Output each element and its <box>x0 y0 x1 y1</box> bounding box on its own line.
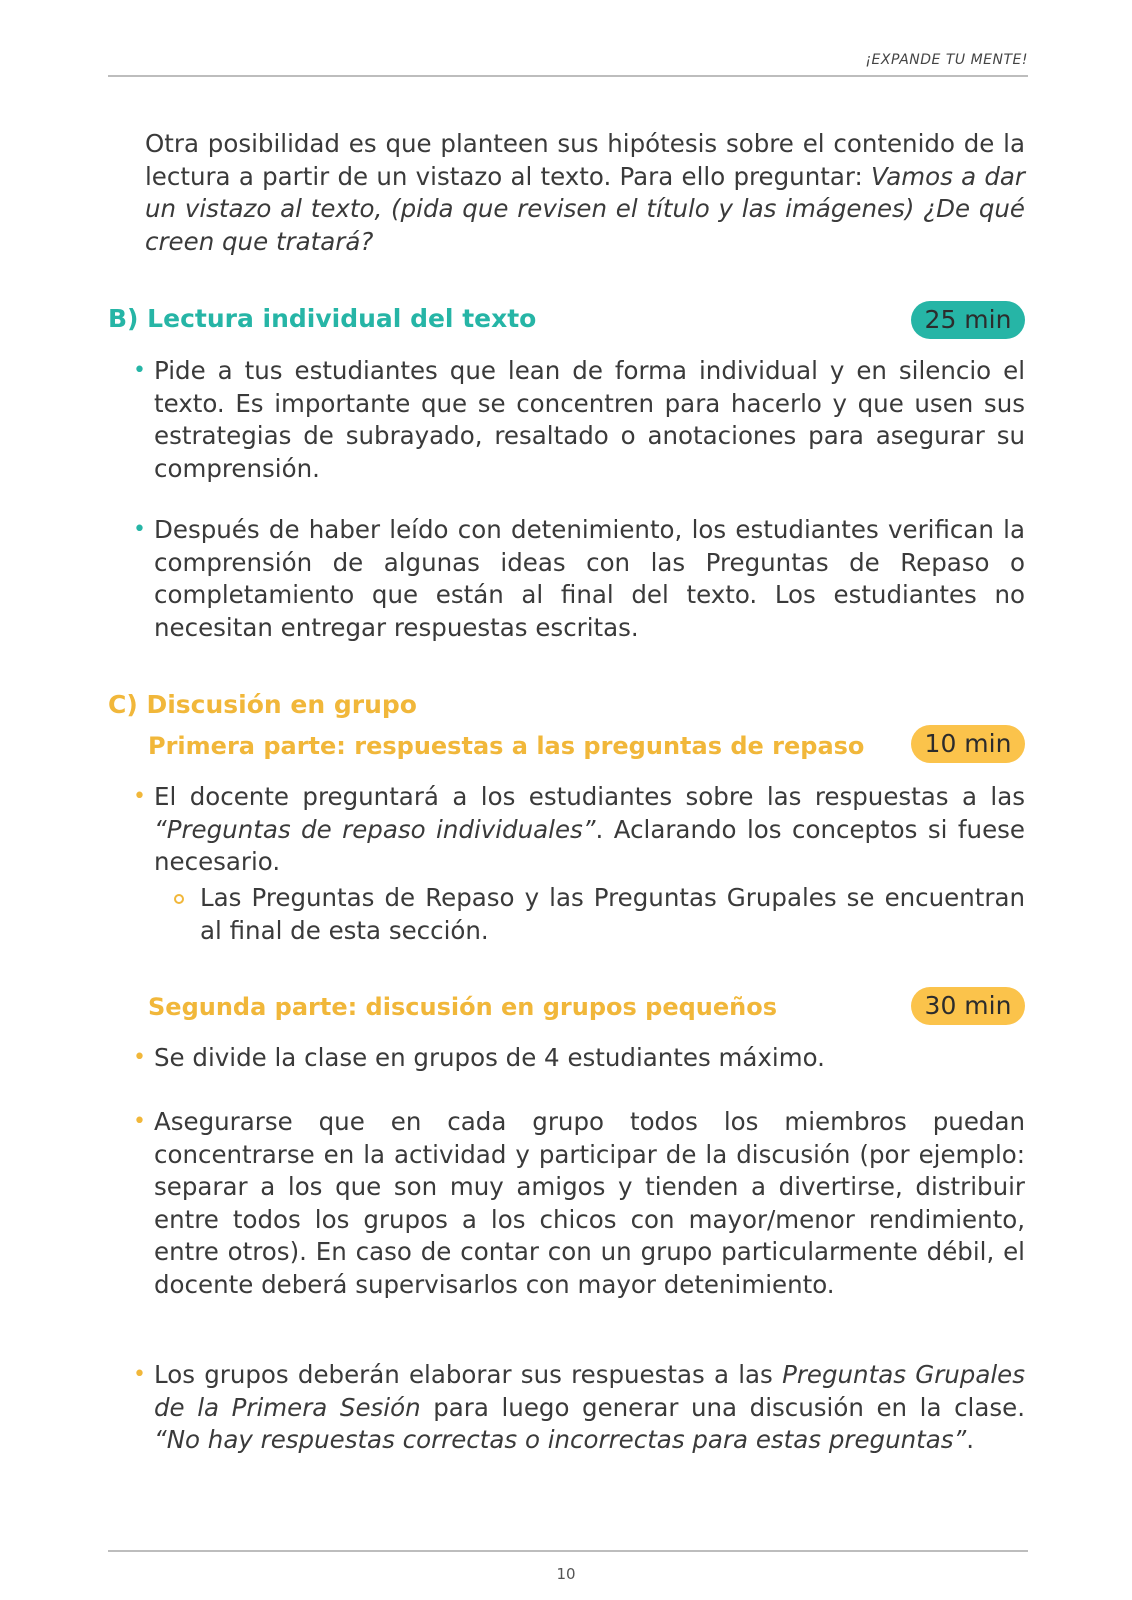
list-item-text <box>154 1359 1025 1457</box>
bullet-dot-icon: • <box>133 1109 146 1134</box>
list-item <box>133 514 1025 644</box>
list-item <box>133 1042 1025 1075</box>
intro-italic-text: Vamos a dar un vistazo al texto, (pida que revisen el título y las imágenes) ¿De qué creen que tratará? <box>145 161 1026 256</box>
bullet-text: Los grupos deberán elaborar sus respuestas a las <box>154 1360 773 1389</box>
intro-paragraph <box>145 128 1025 258</box>
bullet-italic-text: Preguntas Grupales de la Primera Sesión <box>154 1360 1025 1422</box>
sub-list-item <box>174 882 1025 947</box>
intro-text: Otra posibilidad es que planteen sus hipótesis sobre el contenido de la lectura a partir de un vistazo al texto. Para ello preguntar: <box>145 129 1025 191</box>
header-title: ¡EXPANDE TU MENTE! <box>865 52 1028 68</box>
circle-bullet-icon <box>174 894 184 904</box>
bullet-dot-icon: • <box>133 1045 146 1070</box>
list-item-text: Se divide la clase en grupos de 4 estudiantes máximo. <box>154 1043 825 1072</box>
bullet-text: El docente preguntará a los estudiantes sobre las respuestas a las <box>154 782 1025 811</box>
bullet-italic-text: “Preguntas de repaso individuales” <box>154 814 596 844</box>
bullet-text-end: . Aclarando los conceptos si fuese necesario. <box>154 814 1025 876</box>
section-b-time-badge: 25 min <box>911 301 1025 339</box>
bullet-italic-text: “No hay respuestas correctas o incorrectas para estas preguntas” <box>154 1425 967 1454</box>
footer-divider <box>108 1550 1028 1552</box>
bullet-dot-icon: • <box>133 1362 146 1387</box>
list-item-text: Después de haber leído con detenimiento, los estudiantes verifican la comprensión de algunas ideas con las Preguntas de Repaso o completamiento que están al final del texto. Los estudiantes no necesitan entregar respuestas escritas. <box>154 515 1025 642</box>
list-item-text: Pide a tus estudiantes que lean de forma individual y en silencio el texto. Es importante que se concentren para hacerlo y que usen sus estrategias de subrayado, resaltado o anotaciones para asegurar su comprensión. <box>154 356 1025 483</box>
header-divider <box>108 75 1028 77</box>
bullet-dot-icon: • <box>133 358 146 383</box>
page-number: 10 <box>556 1565 576 1583</box>
bullet-dot-icon: • <box>133 784 146 809</box>
part1-time-badge: 10 min <box>911 725 1025 763</box>
list-item <box>133 355 1025 485</box>
list-item <box>133 1359 1025 1457</box>
bullet-dot-icon: • <box>133 517 146 542</box>
list-item-text: Asegurarse que en cada grupo todos los miembros puedan concentrarse en la actividad y participar de la discusión (por ejemplo: separar a los que son muy amigos y tienden a divertirse, distribuir entre todos los grupos a los chicos con mayor/menor rendimiento, entre otros). En caso de contar con un grupo particularmente débil, el docente deberá supervisarlos con mayor detenimiento. <box>154 1107 1025 1299</box>
list-item <box>133 781 1025 879</box>
bullet-text-end: . <box>966 1425 975 1454</box>
part2-time-badge: 30 min <box>911 987 1025 1025</box>
part1-subtitle: Primera parte: respuestas a las preguntas de repaso <box>148 732 865 760</box>
section-c-title: C) Discusión en grupo <box>108 690 417 719</box>
section-b-title: B) Lectura individual del texto <box>108 304 537 333</box>
bullet-text: para luego generar una discusión en la clase. <box>433 1392 1025 1422</box>
list-item <box>133 1106 1025 1301</box>
list-item-text <box>154 781 1025 879</box>
part2-subtitle: Segunda parte: discusión en grupos pequeños <box>148 993 777 1021</box>
sub-list-item-text: Las Preguntas de Repaso y las Preguntas Grupales se encuentran al final de esta sección. <box>200 883 1025 945</box>
